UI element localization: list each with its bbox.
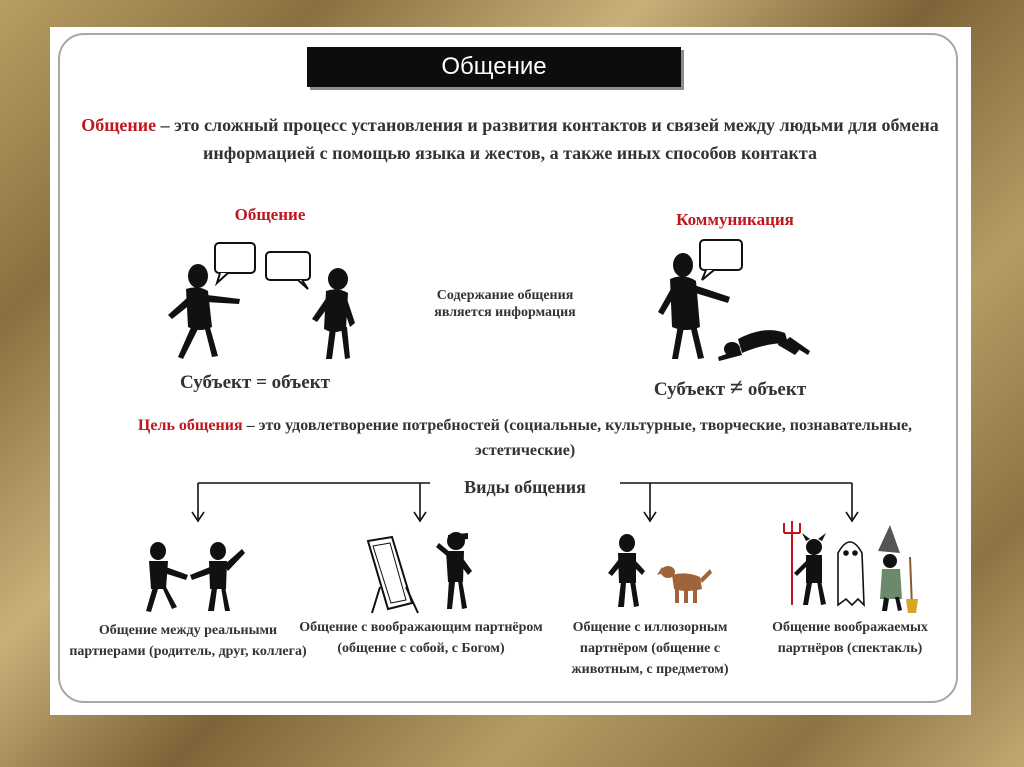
definition-term: Общение (81, 115, 157, 135)
not-equal-icon: ≠ (729, 375, 744, 401)
type-label-imagining: Общение с воображающим партнёром (общение с собой, с Богом) (299, 620, 543, 656)
right-caption-object: объект (747, 379, 807, 400)
page-title: Общение (307, 47, 681, 87)
person-icon (608, 534, 645, 607)
pitchfork-icon (784, 521, 800, 605)
speech-bubble-icon (700, 240, 742, 280)
right-heading: Коммуникация (676, 210, 794, 229)
talking-person-right-icon (312, 268, 355, 359)
person-icon (436, 532, 472, 609)
ghost-icon (838, 542, 864, 605)
definition-dash: – (156, 115, 175, 135)
kneeling-person-icon (718, 330, 810, 361)
arrow-down-icon (192, 512, 858, 521)
witch-icon (878, 525, 918, 613)
two-partners-icon (146, 542, 245, 612)
slide (50, 27, 971, 715)
type-label-real: Общение между реальными партнерами (родитель, друг, коллега) (69, 623, 307, 659)
illustrations (50, 27, 971, 715)
right-caption-subject: Субъект (653, 379, 726, 400)
left-heading: Общение (234, 205, 306, 224)
mirror-icon (368, 537, 418, 613)
content-note-line1: Содержание общения (436, 288, 574, 303)
types-heading: Виды общения (430, 477, 620, 498)
dog-icon (657, 566, 712, 603)
goal-dash: – (242, 417, 259, 434)
type-label-imaginary: Общение воображаемых партнёров (спектакль) (772, 620, 928, 656)
goal-term: Цель общения (137, 417, 243, 434)
speech-bubble-icon (215, 243, 310, 289)
type-label-illusory: Общение с иллюзорным партнёром (общение с животным, с предметом) (571, 620, 729, 677)
talking-person-left-icon (168, 264, 240, 359)
content-note-line2: является информация (434, 305, 576, 320)
types-connector (198, 483, 852, 519)
devil-icon (794, 533, 826, 605)
definition-body: это сложный процесс установления и развития контактов и связей между людьми для обмена информацией с помощью языка и жестов, а также иных способов контакта (174, 115, 939, 163)
left-caption: Субъект = объект (180, 372, 330, 393)
goal-body: это удовлетворение потребностей (социальные, культурные, творческие, познавательные, эстетические) (258, 417, 913, 459)
